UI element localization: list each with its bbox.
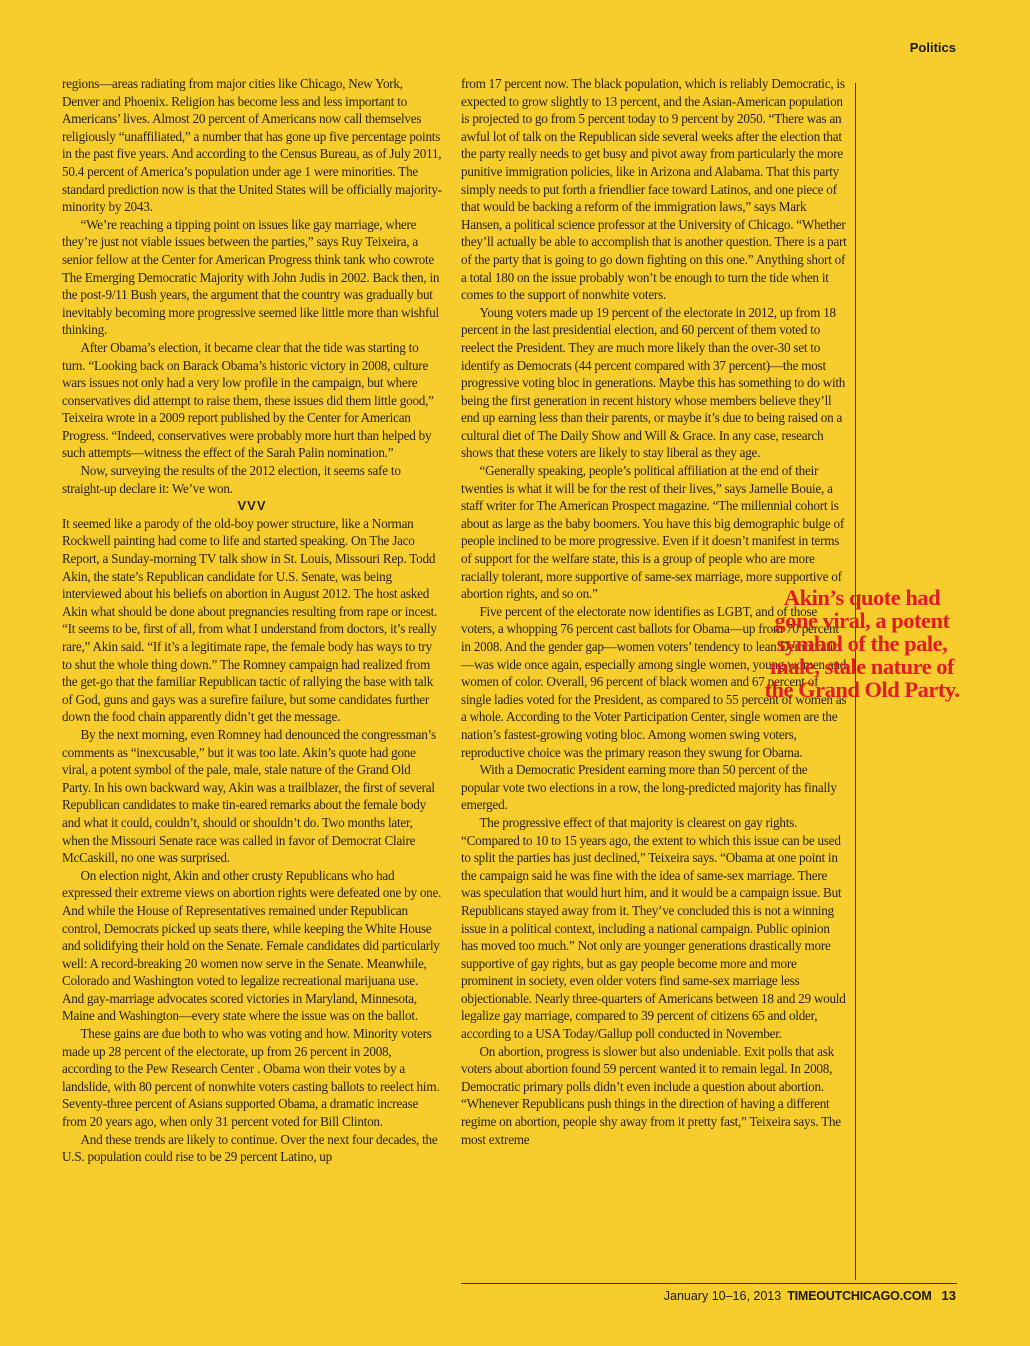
- paragraph: Young voters made up 19 percent of the electorate in 2012, up from 18 percent in the last presidential election, and 60 percent of them voted to reelect the President. They are much more likely than the over-30 set to identify as Democrats (44 percent compared with 37 percent)—the most progressive voting bloc in generations. Maybe this has something to do with being the first generation in recent history whose members believe they’ll end up earning less than their parents, or maybe it’s due to being raised on a cultural diet of The Daily Show and Will & Grace. In any case, research shows that these voters are likely to stay liberal as they age.: [461, 304, 846, 461]
- section-label: Politics: [909, 40, 956, 55]
- paragraph: “Generally speaking, people’s political affiliation at the end of their twenties is what it will be for the rest of their lives,” says Jamelle Bouie, a staff writer for The American Prospect magazine. “The millennial cohort is about as large as the baby boomers. You have this big demographic bulge of people inclined to be more progressive. Even if it doesn’t manifest in terms of support for the welfare state, this is a group of people who are more racially tolerant, more supportive of same-sex marriage, more supportive of abortion rights, and so on.”: [461, 463, 845, 602]
- footer-date: January 10–16, 2013: [663, 1289, 782, 1303]
- footer-rule: [461, 1283, 957, 1284]
- paragraph: The progressive effect of that majority is clearest on gay rights. “Compared to 10 to 15 years ago, the extent to which this issue can be used to split the parties has just declined,” Teixeira says. “Obama at one point in the campaign said he was fine with the idea of same-sex marriage. There was speculation that would hurt him, and it would be a campaign issue. But Republicans stayed away from it. They’ve concluded this is not a winning issue in a political context, including a national campaign. Public opinion has moved too much.” Not only are younger generations drastically more supportive of gay rights, but as gay people become more and more prominent in society, even older voters find same-sex marriage less objectionable. Nearly three-quarters of Americans between 18 and 29 would legalize gay marriage, compared to 39 percent of citizens 65 and older, according to a USA Today/Gallup poll conducted in November.: [461, 814, 846, 1042]
- paragraph: On election night, Akin and other crusty Republicans who had expressed their extreme views on abortion rights were defeated one by one. And while the House of Representatives remained under Republican control, Democrats picked up seats there, while keeping the White House and solidifying their hold on the Senate. Female candidates did particularly well: A record-breaking 20 women now serve in the Senate. Meanwhile, Colorado and Washington voted to legalize recreational marijuana use. And gay-marriage advocates scored victories in Maryland, Minnesota, Maine and Washington—every state where the issue was on the ballot.: [62, 867, 442, 1024]
- page-number: 13: [941, 1288, 956, 1303]
- page-footer: [664, 1288, 956, 1303]
- paragraph: from 17 percent now. The black population, which is reliably Democratic, is expected to grow slightly to 13 percent, and the Asian-American population is projected to go from 5 percent today to 9 percent by 2050. “There was an awful lot of talk on the Republican side several weeks after the election that the party really needs to get busy and pivot away from particularly the more punitive immigration policies, like in Arizona and Alabama. That this party simply needs to put forth a friendlier face toward Latinos, and one piece of that would be backing a reform of the immigration laws,” says Mark Hansen, a political science professor at the University of Chicago. “Whether they’ll actually be able to accomplish that is another question. There is a part of the party that is going to go down fighting on this one.” Anything short of a total 180 on the issue probably won’t be enough to turn the tide when it comes to the support of nonwhite voters.: [461, 76, 847, 303]
- paragraph: By the next morning, even Romney had denounced the congressman’s comments as “inexcusable,” but it was too late. Akin’s quote had gone viral, a potent symbol of the pale, male, stale nature of the Grand Old Party. In his own backward way, Akin was a trailblazer, the first of several Republican candidates to make tin-eared remarks about the female body and what it could, couldn’t, should or shouldn’t do. Two months later, when the Missouri Senate race was called in favor of Democrat Claire McCaskill, no one was surprised.: [62, 726, 436, 866]
- paragraph: “We’re reaching a tipping point on issues like gay marriage, where they’re just not viable issues between the parties,” says Ruy Teixeira, a senior fellow at the Center for American Progress think tank who cowrote The Emerging Democratic Majority with John Judis in 2002. Back then, in the post-9/11 Bush years, the argument that the country was gradually but inevitably becoming more progressive seemed like little more than wishful thinking.: [62, 216, 440, 338]
- paragraph: And these trends are likely to continue. Over the next four decades, the U.S. population could rise to be 29 percent Latino, up: [62, 1131, 438, 1165]
- pull-quote: Akin’s quote had gone viral, a potent symbol of the pale, male, stale nature of the Grand Old Party.: [764, 585, 960, 702]
- paragraph: On abortion, progress is slower but also undeniable. Exit polls that ask voters about abortion found 59 percent wanted it to remain legal. In 2008, Democratic primary polls didn’t even include a question about abortion. “Whenever Republicans push things in the direction of having a different regime on abortion, people shy away from it pretty fast,” Teixeira says. The most extreme: [461, 1043, 841, 1147]
- paragraph: These gains are due both to who was voting and how. Minority voters made up 28 percent of the electorate, up from 26 percent in 2008, according to the Pew Research Center . Obama won their votes by a landslide, with 80 percent of nonwhite voters casting ballots to reelect him. Seventy-three percent of Asians supported Obama, a dramatic increase from 20 years ago, when only 31 percent voted for Bill Clinton.: [62, 1026, 440, 1130]
- paragraph: Now, surveying the results of the 2012 election, it seems safe to straight-up declare it: We’ve won.: [62, 463, 401, 496]
- paragraph: After Obama’s election, it became clear that the tide was starting to turn. “Looking back on Barack Obama’s historic victory in 2008, culture wars issues not only had a very low profile in the campaign, but where conservatives did attempt to raise them, these issues did them little good,” Teixeira wrote in a 2009 report published by the Center for American Progress. “Indeed, conservatives were probably more hurt than helped by such attempts—witness the effect of the Sarah Palin nomination.”: [62, 339, 434, 461]
- paragraph: With a Democratic President earning more than 50 percent of the popular vote two elections in a row, the long-predicted majority has finally emerged.: [461, 762, 837, 813]
- footer-site: TIMEOUTCHICAGO.COM: [787, 1289, 932, 1303]
- section-break-ornament: VVV: [237, 498, 267, 514]
- paragraph: regions—areas radiating from major cities like Chicago, New York, Denver and Phoenix. Religion has become less and less important to Americans’ lives. Almost 20 percent of Americans now call themselves religiously “unaffiliated,” a number that has gone up five percentage points in the past five years. And according to the Census Bureau, as of July 2011, 50.4 percent of America’s population under age 1 were minorities. The standard prediction now is that the United States will be officially majority-minority by 2043.: [62, 76, 442, 215]
- article-column-left: [62, 75, 442, 1166]
- paragraph: Five percent of the electorate now identifies as LGBT, and of those voters, a whopping 76 percent cast ballots for Obama—up from 70 percent in 2008. And the gender gap—women voters’ tendency to lean Democratic—was wide once again, especially among single women, young women and women of color. Overall, 96 percent of black women and 67 percent of single ladies voted for the President, as compared to 55 percent of women as a whole. According to the Voter Participation Center, single women are the nation’s fastest-growing voting bloc. Among women swing voters, reproductive choice was the primary reason they swung for Obama.: [461, 603, 847, 760]
- paragraph: It seemed like a parody of the old-boy power structure, like a Norman Rockwell painting had come to life and started speaking. On The Jaco Report, a Sunday-morning TV talk show in St. Louis, Missouri Rep. Todd Akin, the state’s Republican candidate for U.S. Senate, was being interviewed about his beliefs on abortion in August 2012. The host asked Akin what should be done about pregnancies resulting from rape or incest. “It seems to be, first of all, from what I understand from doctors, it’s really rare,” Akin said. “If it’s a legitimate rape, the female body has ways to try to shut the whole thing down.” The Romney campaign had realized from the get-go that the familiar Republican tactic of rallying the base with talk of God, guns and gays was a surefire failure, but some candidates further down the food chain apparently didn’t get the message.: [62, 515, 438, 725]
